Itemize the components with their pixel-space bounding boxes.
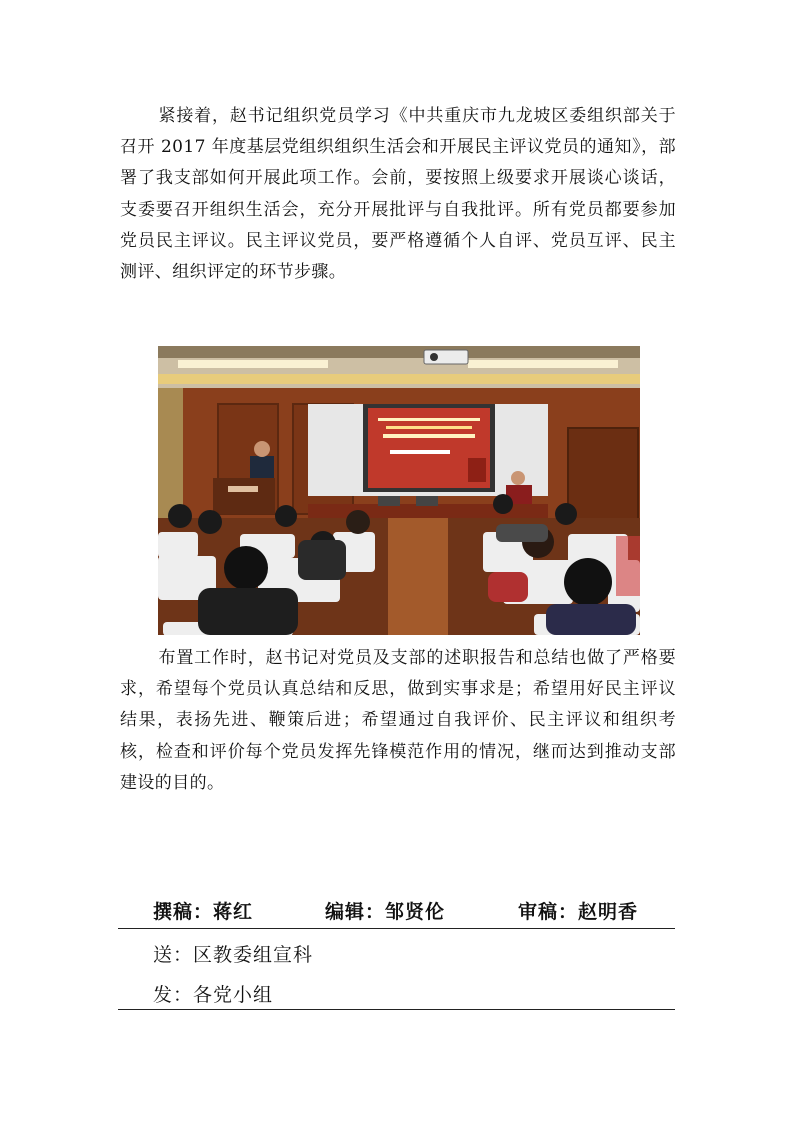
send-to-line: 送：区教委组宣科 (153, 944, 314, 966)
paragraph-1-text: 紧接着，赵书记组织党员学习《中共重庆市九龙坡区委组织部关于召开 2017 年度基层党组织组织生活会和开展民主评议党员的通知》，部署了我支部如何开展此项工作。会前，要按照上级要求开展谈心谈话，支委要召开组织生活会，充分开展批评与自我批评。所有党员都要参加党员民主评议。民主评议党员，要严格遵循个人自评、党员互评、民主测评、组织评定的环节步骤。 (120, 106, 676, 283)
reviewer-credit: 审稿：赵明香 (518, 901, 639, 923)
author-credit: 撰稿：蒋红 (153, 901, 254, 923)
editor-credit: 编辑：邹贤伦 (325, 901, 446, 923)
footer-divider-top (118, 928, 675, 929)
footer-divider-bottom (118, 1009, 675, 1010)
meeting-photo (158, 346, 640, 635)
body-paragraph-1 (120, 101, 676, 288)
distribute-to-line: 发：各党小组 (153, 984, 274, 1006)
body-paragraph-2 (120, 643, 676, 799)
paragraph-2-text: 布置工作时，赵书记对党员及支部的述职报告和总结也做了严格要求，希望每个党员认真总结和反思，做到实事求是；希望用好民主评议结果，表扬先进、鞭策后进；希望通过自我评价、民主评议和组织考核，检查和评价每个党员发挥先锋模范作用的情况，继而达到推动支部建设的目的。 (120, 648, 676, 793)
